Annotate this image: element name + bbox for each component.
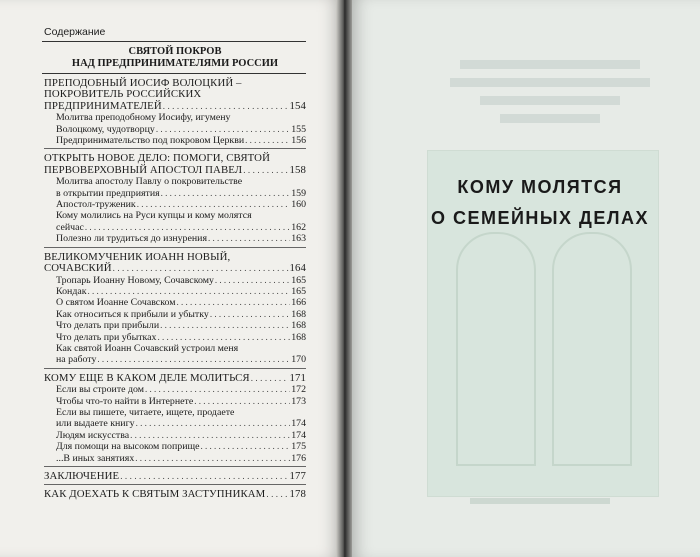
leader-dots [136,418,291,429]
group-rule [44,247,306,248]
toc-subentry-title: Для помощи на высоком поприще [56,441,200,453]
section-title-line-2: НАД ПРЕДПРИНИМАТЕЛЯМИ РОССИИ [71,58,279,69]
toc-subentry-title[interactable]: Если вы пишете, читаете, ищете, продаете [56,406,235,418]
leader-dots [243,165,288,176]
leader-dots [215,275,290,286]
toc-entry-title: КАК ДОЕХАТЬ К СВЯТЫМ ЗАСТУПНИКАМ [44,488,266,501]
section-rule [42,73,306,74]
toc-entry-title[interactable]: ВЕЛИКОМУЧЕНИК ИОАНН НОВЫЙ, [44,250,231,263]
leader-dots [201,441,291,452]
leader-dots [208,233,290,244]
leader-dots [97,354,290,365]
page-number: 166 [291,297,306,309]
toc-entry-title: КОМУ ЕЩЕ В КАКОМ ДЕЛЕ МОЛИТЬСЯ [44,371,250,384]
show-through-bar [480,96,620,105]
toc-subentry[interactable] [44,275,306,286]
page-number: 174 [291,429,306,441]
toc-subentry-title: в открытии предприятия [56,187,160,199]
page-number: 159 [291,187,306,199]
leader-dots [120,471,288,482]
page-number: 160 [291,199,306,211]
page-number: 163 [291,233,306,245]
toc-subentry[interactable] [44,354,306,365]
page-number: 155 [291,123,306,135]
toc-subentry-title: Как относиться к прибыли и убытку [56,308,209,320]
page-number: 176 [291,452,306,464]
page-number: 177 [289,470,306,482]
chapter-title-line-2: О СЕМЕЙНЫХ ДЕЛАХ [430,208,650,228]
toc-entry[interactable] [44,165,306,176]
toc-subentry-title: О святом Иоанне Сочавском [56,297,176,309]
page-number: 168 [291,320,306,332]
toc-entry[interactable] [44,489,306,500]
toc-subentry-title: Если вы строите дом [56,384,145,396]
group-rule [44,466,306,467]
show-through-text [440,52,660,136]
toc-subentry-title: Апостол-труженик [56,199,136,211]
page-number: 164 [289,262,306,275]
illustration-arch-right [552,232,632,466]
toc-subentry[interactable] [44,286,306,297]
toc-subentry[interactable] [44,430,306,441]
page-number: 178 [289,488,306,501]
leader-dots [85,222,290,233]
leader-dots [266,489,288,500]
group-rule [44,484,306,485]
toc-subentry-title: на работу [56,354,97,366]
toc-entry-title: ПЕРВОВЕРХОВНЫЙ АПОСТОЛ ПАВЕЛ [44,163,243,176]
toc-subentry-title: Что делать при убытках [56,331,157,343]
leader-dots [135,453,290,464]
illustration-arch-left [456,232,536,466]
toc-entry-title: ПРЕДПРИНИМАТЕЛЕЙ [44,99,162,112]
leader-dots [113,263,289,274]
toc-entry-title[interactable]: ПОКРОВИТЕЛЬ РОССИЙСКИХ [44,88,202,101]
page-number: 168 [291,308,306,320]
page-number: 168 [291,331,306,343]
chapter-title [395,172,685,234]
toc-subentry[interactable] [44,124,306,135]
show-through-lines [440,52,660,132]
toc-subentry-title: Чтобы что-то найти в Интернете [56,395,194,407]
page-number: 162 [291,221,306,233]
leader-dots [156,124,290,135]
show-through-bar [500,114,600,123]
group-rule [44,148,306,149]
leader-dots [160,320,290,331]
page-number: 158 [289,163,306,176]
leader-dots [161,188,291,199]
toc-subentry-title: сейчас [56,221,84,233]
leader-dots [194,396,290,407]
section-title [44,46,306,70]
toc-subentry-title[interactable]: Молитва апостолу Павлу о покровительстве [56,176,243,188]
toc-subentry[interactable] [44,396,306,407]
toc-entry[interactable] [44,263,306,274]
toc-subentry[interactable] [44,188,306,199]
toc-subentry-title: Волоцкому, чудотворцу [56,123,155,135]
toc-subentry-title: Что делать при прибыли [56,320,160,332]
toc-subentry[interactable] [44,233,306,244]
toc-subentry-title: или выдаете книгу [56,418,135,430]
leader-dots [176,297,290,308]
header-rule [42,41,306,42]
toc-subentry-title: Предпринимательство под покровом Церкви [56,135,245,147]
toc-entry[interactable] [44,101,306,112]
toc-subentry[interactable] [44,199,306,210]
leader-dots [210,309,290,320]
chapter-title-line-1: КОМУ МОЛЯТСЯ [457,177,623,197]
toc-entry[interactable] [44,471,306,482]
page-number: 170 [291,354,306,366]
toc-subentry[interactable] [44,309,306,320]
toc-entry[interactable] [44,373,306,384]
page-number: 175 [291,441,306,453]
page-number: 173 [291,395,306,407]
page-number: 165 [291,285,306,297]
toc-subentry-title: Тропарь Иоанну Новому, Сочавскому [56,274,214,286]
toc-entry-title[interactable]: ПРЕПОДОБНЫЙ ИОСИФ ВОЛОЦКИЙ – [44,77,242,89]
toc-subentry[interactable] [44,297,306,308]
toc-subentry[interactable] [44,453,306,464]
leader-dots [251,373,289,384]
leader-dots [88,286,291,297]
section-title-line-1: СВЯТОЙ ПОКРОВ [128,46,222,57]
toc-entry-title[interactable]: ОТКРЫТЬ НОВОЕ ДЕЛО: ПОМОГИ, СВЯТОЙ [44,152,270,165]
toc-subentry-title[interactable]: Кому молились на Руси купцы и кому молятся [56,210,252,222]
page-number: 171 [289,371,306,384]
page-number: 154 [289,99,306,112]
toc-subentry[interactable] [44,135,306,146]
group-rule [44,368,306,369]
toc-subentry[interactable] [44,320,306,331]
toc-subentry[interactable] [44,332,306,343]
illustration-caption-faded [470,498,610,504]
toc-subentry-title[interactable]: Молитва преподобному Иосифу, игумену [56,112,231,124]
leader-dots [130,430,290,441]
show-through-bar [460,60,640,69]
toc-subentry-title: Полезно ли трудиться до изнурения [56,233,207,245]
page-number: 156 [291,135,306,147]
leader-dots [158,332,291,343]
page-number: 172 [291,384,306,396]
book-gutter [336,0,352,557]
page-number: 174 [291,418,306,430]
toc-subentry-title: ...В иных занятиях [56,452,135,464]
toc-subentry[interactable] [44,418,306,429]
toc-subentry[interactable] [44,222,306,233]
toc-subentry-title[interactable]: Как святой Иоанн Сочавский устроил меня [56,342,239,354]
leader-dots [245,135,290,146]
page-number: 165 [291,274,306,286]
show-through-bar [450,78,650,87]
toc-entry-title: ЗАКЛЮЧЕНИЕ [44,470,120,482]
running-head: Содержание [44,26,106,38]
toc-subentry-title: Людям искусства [56,429,130,441]
toc-subentry[interactable] [44,441,306,452]
leader-dots [163,101,289,112]
toc-subentry-title: Кондак [56,285,87,297]
leader-dots [145,384,290,395]
table-of-contents [44,46,306,501]
toc-entry-title: СОЧАВСКИЙ [44,262,112,275]
toc-subentry[interactable] [44,384,306,395]
leader-dots [137,199,291,210]
